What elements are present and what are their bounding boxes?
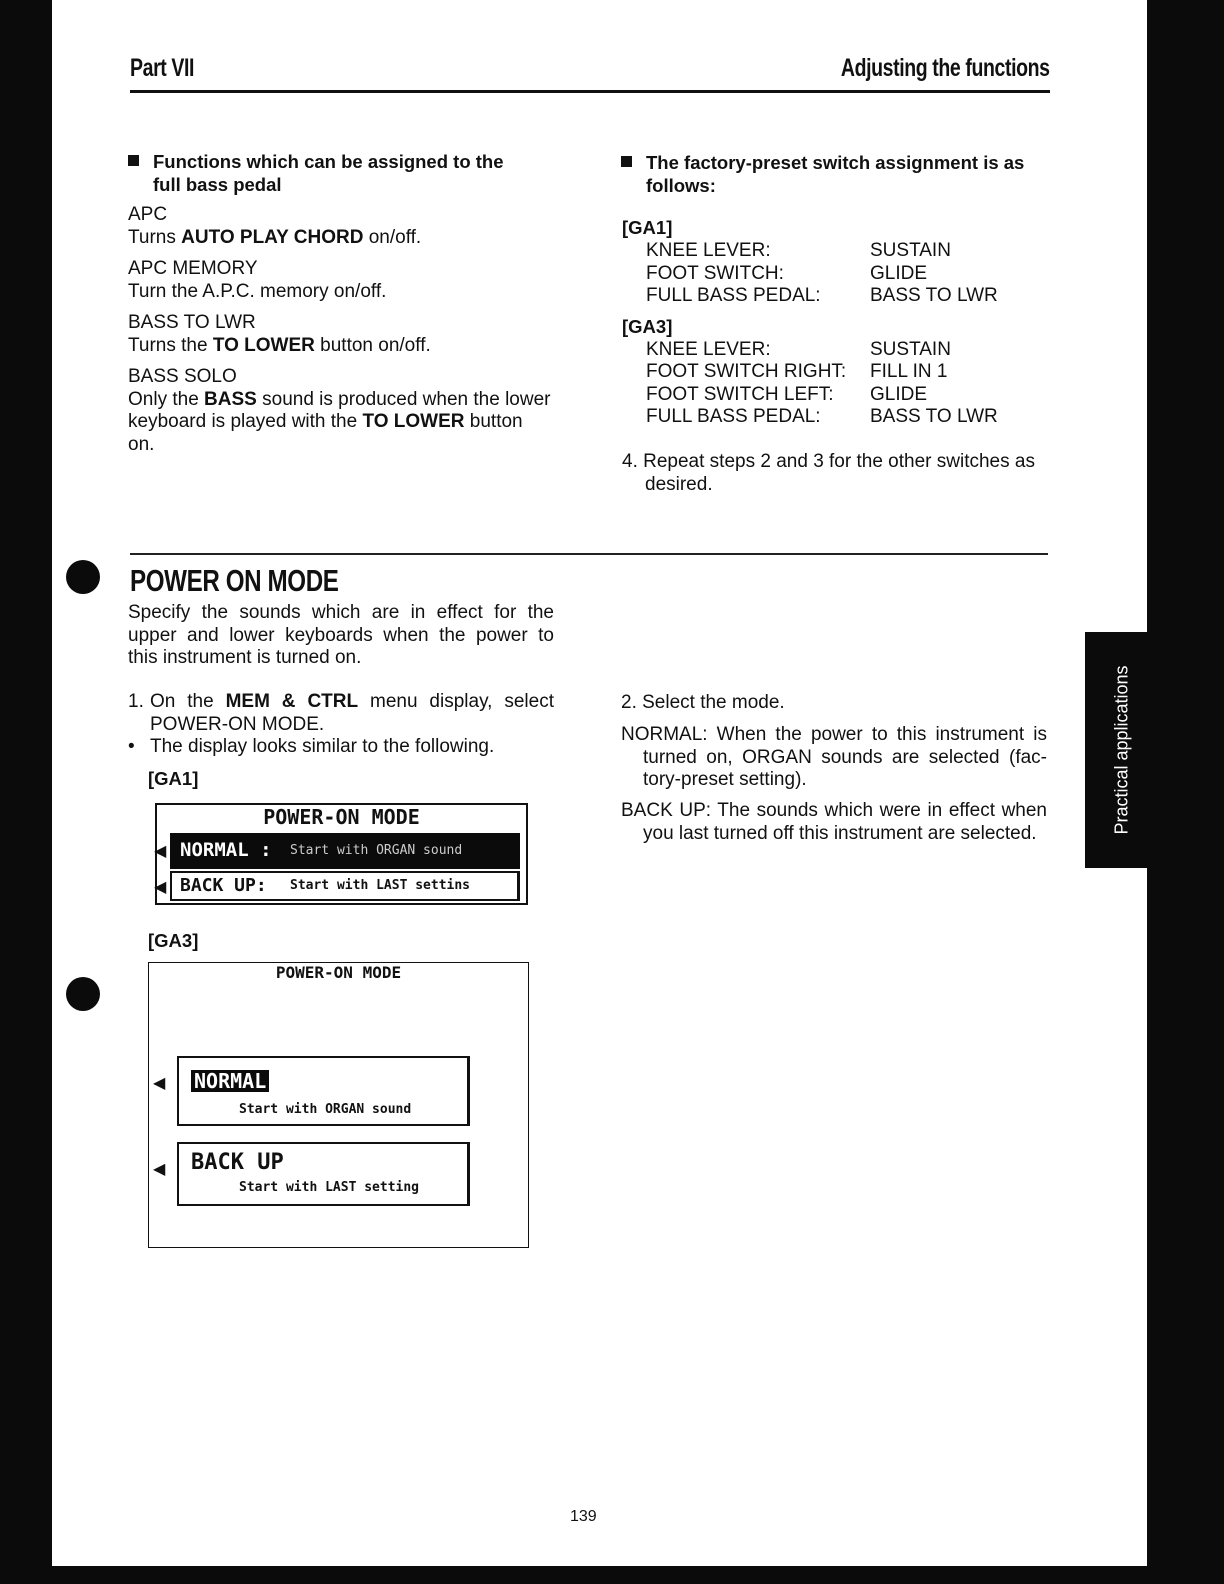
- page-number: 139: [570, 1508, 597, 1525]
- ga3-key: FULL BASS PEDAL:: [646, 406, 821, 427]
- item-name: APC: [128, 204, 168, 225]
- step-1: 1. On the MEM & CTRL menu display, select POWER-ON MODE. • The display looks similar to the following.: [128, 691, 554, 757]
- ga1-key: FOOT SWITCH:: [646, 263, 784, 284]
- ga3-value: SUSTAIN: [870, 339, 951, 360]
- right-border: [1158, 0, 1224, 1584]
- side-tab: [1085, 632, 1158, 868]
- header-rule: [130, 90, 1050, 93]
- right-heading-line2: follows:: [646, 174, 716, 196]
- item-desc: Turn the A.P.C. memory on/off.: [128, 280, 387, 302]
- lcd-title: POWER-ON MODE: [275, 963, 402, 982]
- display-ga1-label: [GA1]: [148, 768, 199, 789]
- ga3-label: [GA3]: [622, 316, 673, 337]
- ga3-key: FOOT SWITCH RIGHT:: [646, 361, 847, 382]
- ga3-key: KNEE LEVER:: [646, 339, 771, 360]
- ga1-value: SUSTAIN: [870, 240, 951, 261]
- display-ga3-label: [GA3]: [148, 930, 199, 951]
- item-apc-memory: [128, 258, 568, 303]
- normal-description: NORMAL: When the power to this instrument is turned on, ORGAN sounds are selected (fac- tory-preset setting).: [621, 724, 1047, 790]
- item-apc: APC Turns AUTO PLAY CHORD on/off.: [128, 204, 568, 249]
- section-rule: [130, 553, 1048, 555]
- ga3-key: FOOT SWITCH LEFT:: [646, 384, 834, 405]
- item-name: BASS TO LWR: [128, 312, 256, 333]
- left-column: [128, 151, 568, 456]
- left-border: [0, 0, 52, 1584]
- ga1-value: BASS TO LWR: [870, 285, 998, 306]
- ga1-label: [GA1]: [622, 217, 673, 238]
- lcd-option-backup[interactable]: BACK UP Start with LAST setting: [177, 1142, 470, 1206]
- left-arrow-icon: ◀: [154, 843, 167, 860]
- item-bass-solo: BASS SOLO Only the BASS sound is produced when the lower keyboard is played with the TO LOWER button on.: [128, 366, 568, 456]
- square-bullet-icon: [621, 156, 632, 167]
- step-2: 2. Select the mode.: [621, 692, 785, 713]
- lcd-display-ga1: [155, 803, 528, 905]
- left-heading: Functions which can be assigned to the: [128, 151, 568, 174]
- binder-hole-icon: [66, 560, 100, 594]
- bottom-border: [0, 1566, 1224, 1584]
- left-arrow-icon: ◀: [154, 879, 167, 896]
- ga1-key: KNEE LEVER:: [646, 240, 771, 261]
- ga3-value: BASS TO LWR: [870, 406, 998, 427]
- section-intro-end: this instrument is turned on.: [128, 647, 362, 668]
- left-heading-line2: full bass pedal: [153, 173, 282, 195]
- left-arrow-icon: ◀: [153, 1075, 166, 1092]
- item-name: BASS SOLO: [128, 366, 237, 387]
- lcd-option-normal[interactable]: NORMAL Start with ORGAN sound: [177, 1056, 470, 1126]
- item-bass-to-lwr: BASS TO LWR Turns the TO LOWER button on/off.: [128, 312, 568, 357]
- binder-hole-icon: [66, 977, 100, 1011]
- item-name: APC MEMORY: [128, 258, 258, 279]
- section-title: POWER ON MODE: [130, 563, 339, 598]
- header-title: Adjusting the functions: [841, 54, 1050, 82]
- left-arrow-icon: ◀: [153, 1161, 166, 1178]
- header-part: Part VII: [130, 54, 195, 82]
- lcd-display-ga3: [148, 962, 529, 1248]
- ga3-value: FILL IN 1: [870, 361, 948, 382]
- bullet-text: The display looks similar to the following.: [150, 736, 495, 757]
- right-column: [621, 152, 1061, 197]
- ga3-value: GLIDE: [870, 384, 928, 405]
- step-4: 4. Repeat steps 2 and 3 for the other switches as desired.: [622, 451, 1035, 495]
- lcd-row-backup[interactable]: ◀ BACK UP: Start with LAST settins: [154, 871, 524, 901]
- side-tab-label: Practical applications: [1111, 665, 1131, 835]
- lcd-row-normal[interactable]: ◀ NORMAL : Start with ORGAN sound: [154, 833, 524, 869]
- ga1-key: FULL BASS PEDAL:: [646, 285, 821, 306]
- lcd-title: POWER-ON MODE: [263, 805, 420, 829]
- ga1-value: GLIDE: [870, 263, 928, 284]
- backup-description: BACK UP: The sounds which were in effect when you last turned off this instrument are selected.: [621, 800, 1047, 844]
- square-bullet-icon: [128, 155, 139, 166]
- section-intro: Specify the sounds which are in effect for the upper and lower keyboards when the power to: [128, 602, 554, 646]
- right-heading: The factory-preset switch assignment is as: [621, 152, 1061, 175]
